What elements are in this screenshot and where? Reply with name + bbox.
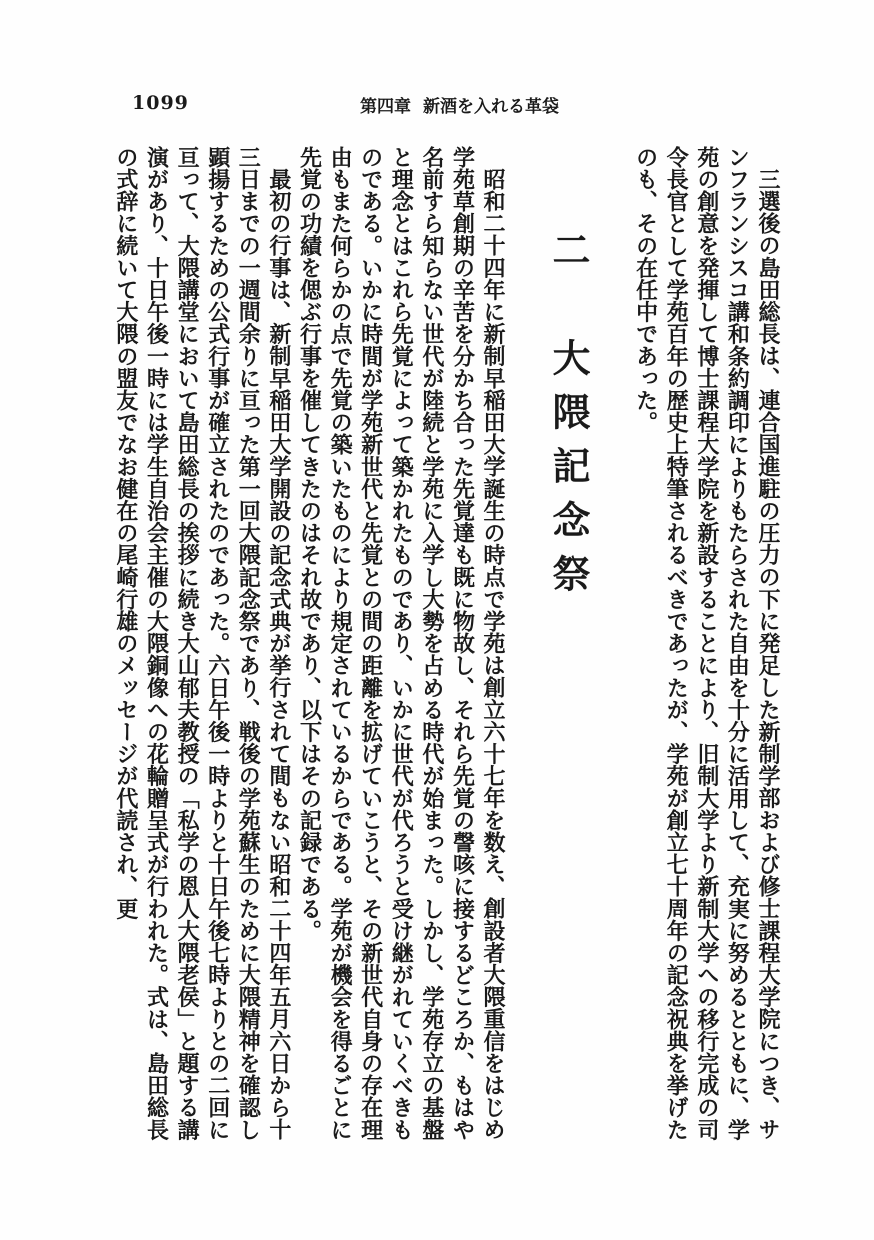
page-number: 1099 — [132, 92, 189, 114]
vertical-body-text — [82, 146, 782, 1156]
intro-paragraph: 三選後の島田総長は、連合国進駐の圧力の下に発足した新制学部および修士課程大学院につき、サンフランシスコ講和条約調印によりもたらされた自由を十分に活用して、充実に努めるとともに、学苑の創意を発揮して博士課程大学院を新設することにより、旧制大学より新制大学への移行完成の司令長官として学苑百年の歴史上特筆されるべきであったが、学苑が創立七十周年の記念祝典を挙げたのも、その在任中であった。 — [632, 146, 780, 1141]
chapter-title: 新酒を入れる革袋 — [423, 97, 559, 117]
running-head — [360, 92, 559, 117]
chapter-label: 第四章 — [360, 97, 411, 117]
paragraph-1: 昭和二十四年に新制早稲田大学誕生の時点で学苑は創立六十七年を数え、創設者大隈重信をはじめ学苑草創期の辛苦を分かち合った先覚達も既に物故し、それら先覚の謦咳に接するどころか、もはや名前すら知らない世代が陸続と学苑に入学し大勢を占める時代が始まった。しかし、学苑存立の基盤と理念とはこれら先覚によって築かれたものであり、いかに世代が代ろうと受け継がれていくべきものである。いかに時間が学苑新世代と先覚との間の距離を拡げていこうと、その新世代自身の存在理由もまた何らかの点で先覚の築いたものにより規定されているからである。学苑が機会を得るごとに先覚の功績を偲ぶ行事を催してきたのはそれ故であり、以下はその記録である。 — [296, 146, 506, 1141]
section-heading: 二 大隈記念祭 — [546, 230, 591, 608]
paragraph-2: 最初の行事は、新制早稲田大学開設の記念式典が挙行されて間もない昭和二十四年五月六日から十三日までの一週間余りに亘った第一回大隈記念祭であり、戦後の学苑蘇生のために大隈精神を確認し顕揚するための公式行事が確立されたのであった。六日午後一時よりと十日午後七時よりとの二回に亘って、大隈講堂において島田総長の挨拶に続き大山郁夫教授の「私学の恩人大隈老侯」と題する講演があり、十日午後一時には学生自治会主催の大隈銅像への花輪贈呈式が行われた。式は、島田総長の式辞に続いて大隈の盟友でなお健在の尾崎行雄のメッセージが代読され、更 — [112, 146, 291, 1141]
